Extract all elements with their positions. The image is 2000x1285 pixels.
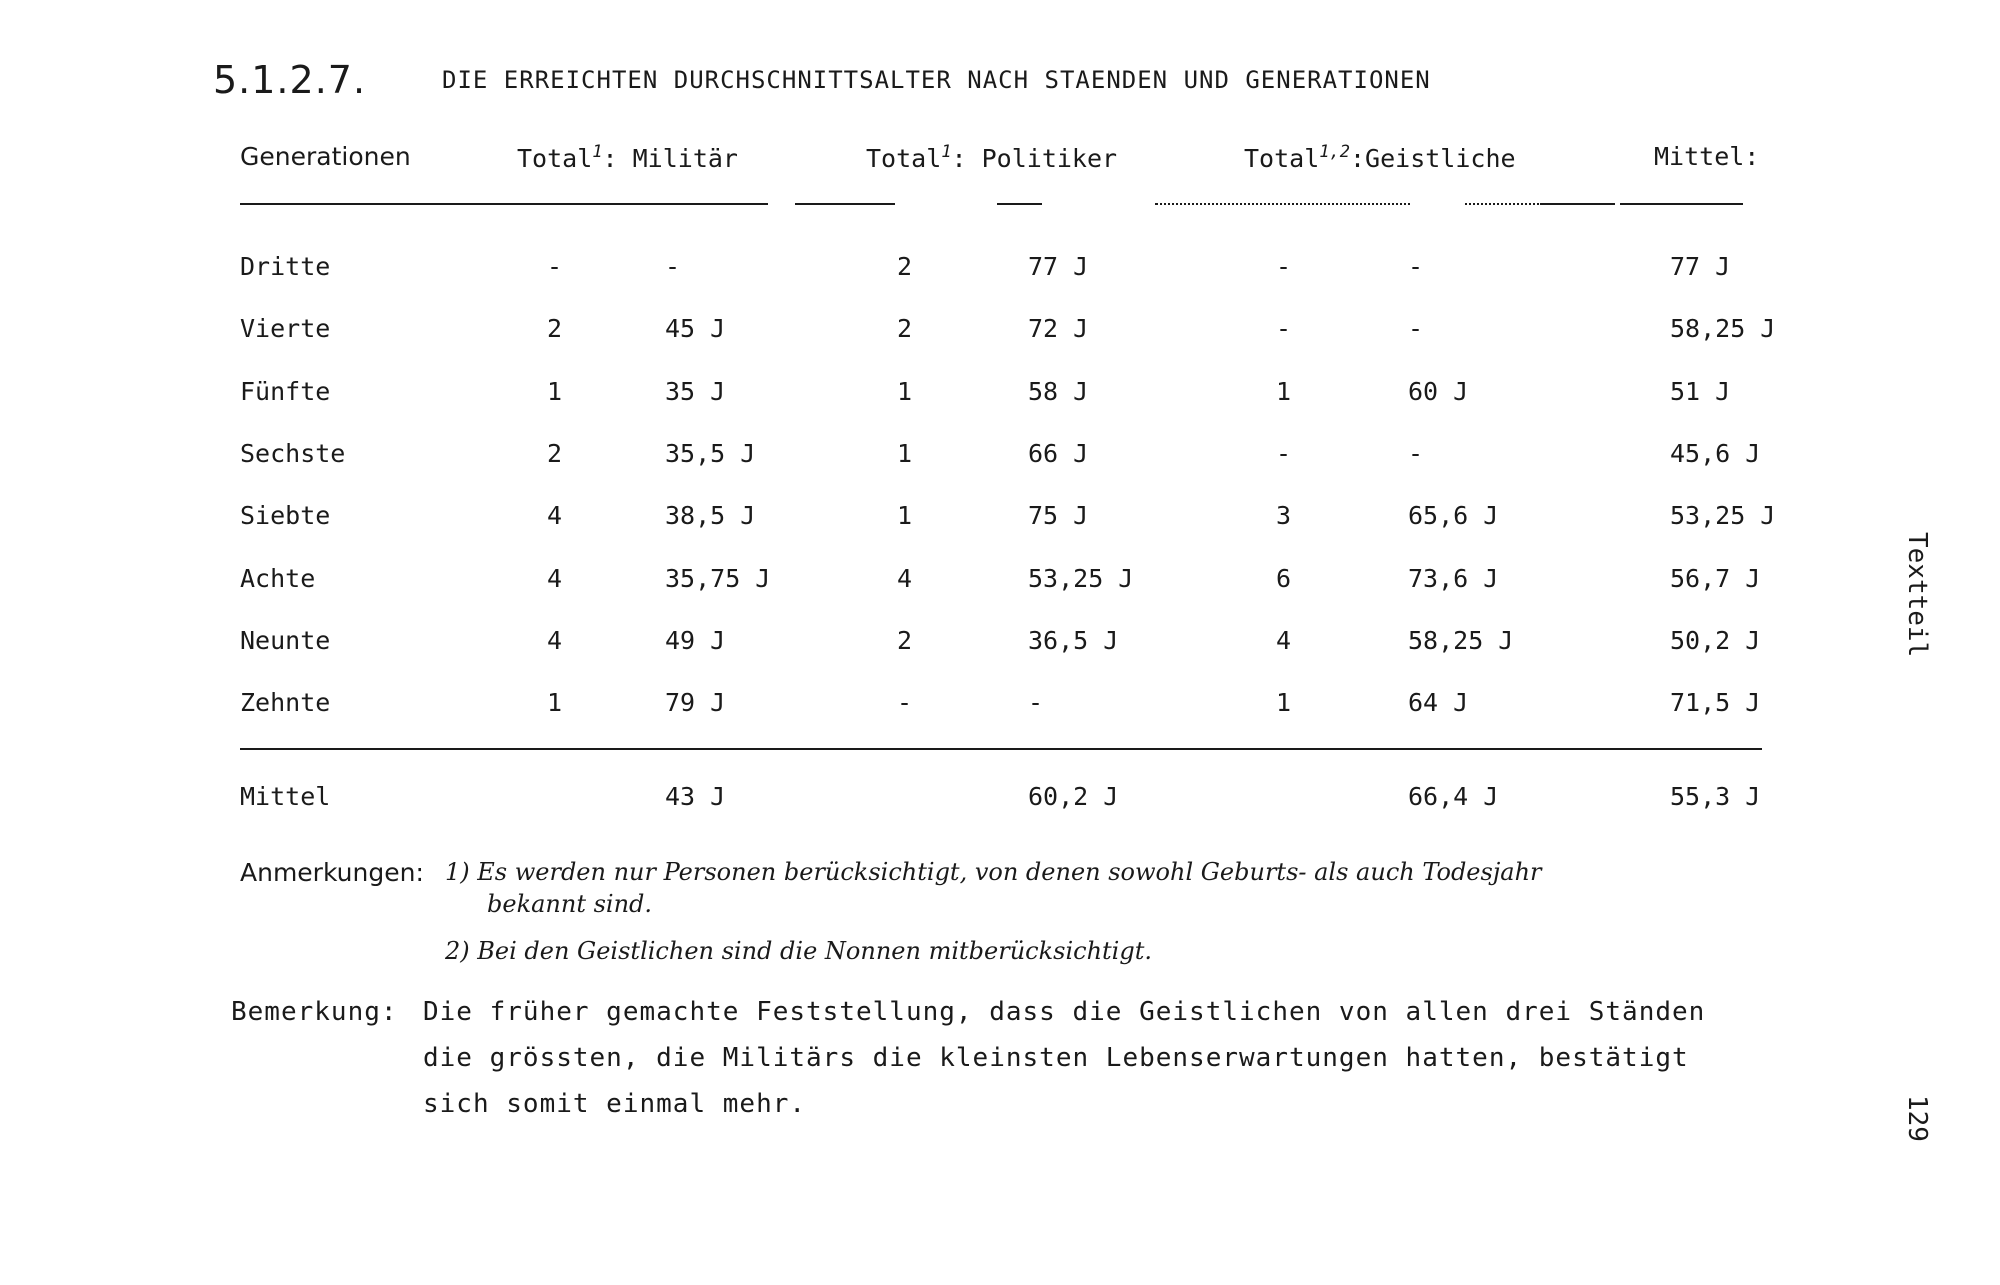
cell-militaer: 35 J <box>665 376 726 406</box>
cell-total-geistliche: 1 <box>1276 376 1292 406</box>
header-rule-7 <box>1540 203 1615 205</box>
section-title: DIE ERREICHTEN DURCHSCHNITTSALTER NACH STAENDEN UND GENERATIONEN <box>442 66 1431 94</box>
cell-total-militaer: 2 <box>547 438 563 468</box>
cell-generation: Achte <box>240 563 316 593</box>
remark-line-3: sich somit einmal mehr. <box>423 1089 807 1119</box>
cell-militaer: 45 J <box>665 314 726 344</box>
cell-total-geistliche: - <box>1276 438 1292 468</box>
cell-mittel: 51 J <box>1670 376 1731 406</box>
cell-militaer: 35,75 J <box>665 563 771 593</box>
header-politiker: : Politiker <box>951 144 1118 173</box>
margin-section-label: Textteil <box>1902 532 1932 658</box>
cell-generation: Neunte <box>240 625 331 655</box>
remark-line-1: Die früher gemachte Feststellung, dass die Geistlichen von allen drei Ständen <box>423 997 1706 1027</box>
footnote-ref-1-2: 1,2 <box>1319 142 1350 162</box>
header-total-geistliche <box>1244 142 1516 173</box>
header-total-politiker-label: Total <box>866 144 942 173</box>
footer-geistliche: 66,4 J <box>1408 782 1499 811</box>
cell-geistliche: 58,25 J <box>1408 625 1514 655</box>
footer-politiker: 60,2 J <box>1028 782 1119 811</box>
cell-generation: Dritte <box>240 252 331 281</box>
footer-label: Mittel <box>240 782 331 811</box>
cell-total-militaer: 4 <box>547 563 563 593</box>
cell-militaer: 79 J <box>665 688 726 718</box>
header-militaer: : Militär <box>602 144 738 173</box>
cell-mittel: 45,6 J <box>1670 438 1761 468</box>
cell-geistliche: 73,6 J <box>1408 563 1499 593</box>
header-rule-4 <box>1155 203 1156 205</box>
cell-total-geistliche: 3 <box>1276 501 1292 531</box>
header-rule-5 <box>1160 203 1410 205</box>
header-geistliche: :Geistliche <box>1349 144 1516 173</box>
remark-label: Bemerkung: <box>231 997 398 1027</box>
cell-total-militaer: - <box>547 252 563 281</box>
header-total-militaer-label: Total <box>517 144 593 173</box>
cell-politiker: 66 J <box>1028 438 1089 468</box>
cell-geistliche: 60 J <box>1408 376 1469 406</box>
footnote-ref-1b: 1 <box>941 142 952 162</box>
cell-total-geistliche: 6 <box>1276 563 1292 593</box>
cell-geistliche: 64 J <box>1408 688 1469 718</box>
cell-militaer: 49 J <box>665 625 726 655</box>
cell-total-politiker: 1 <box>897 438 913 468</box>
cell-total-geistliche: 1 <box>1276 688 1292 718</box>
cell-generation: Vierte <box>240 314 331 344</box>
header-rule-2 <box>795 203 895 205</box>
cell-geistliche: - <box>1408 252 1424 281</box>
note-1-line-2: bekannt sind. <box>487 890 653 918</box>
cell-generation: Siebte <box>240 501 331 531</box>
cell-total-politiker: 2 <box>897 252 913 281</box>
header-rule-1 <box>240 203 768 205</box>
header-total-militaer <box>517 142 738 173</box>
cell-politiker: 77 J <box>1028 252 1089 281</box>
cell-total-politiker: 2 <box>897 314 913 344</box>
cell-politiker: - <box>1028 688 1044 718</box>
cell-militaer: 38,5 J <box>665 501 756 531</box>
cell-militaer: 35,5 J <box>665 438 756 468</box>
page-number: 129 <box>1902 1095 1932 1142</box>
cell-politiker: 36,5 J <box>1028 625 1119 655</box>
cell-total-politiker: 1 <box>897 376 913 406</box>
cell-militaer: - <box>665 252 681 281</box>
cell-politiker: 72 J <box>1028 314 1089 344</box>
cell-total-militaer: 1 <box>547 688 563 718</box>
cell-mittel: 50,2 J <box>1670 625 1761 655</box>
header-mittel: Mittel: <box>1654 142 1760 171</box>
cell-generation: Fünfte <box>240 376 331 406</box>
footer-rule <box>240 748 1762 750</box>
header-total-politiker <box>866 142 1117 173</box>
footer-militaer: 43 J <box>665 782 726 811</box>
header-total-geistliche-label: Total <box>1244 144 1320 173</box>
cell-total-geistliche: - <box>1276 314 1292 344</box>
cell-mittel: 58,25 J <box>1670 314 1776 344</box>
section-number: 5.1.2.7. <box>213 58 367 102</box>
cell-total-militaer: 1 <box>547 376 563 406</box>
cell-total-geistliche: 4 <box>1276 625 1292 655</box>
cell-total-militaer: 4 <box>547 501 563 531</box>
note-2: 2) Bei den Geistlichen sind die Nonnen mitberücksichtigt. <box>445 937 1152 965</box>
cell-politiker: 58 J <box>1028 376 1089 406</box>
cell-mittel: 71,5 J <box>1670 688 1761 718</box>
cell-total-politiker: - <box>897 688 913 718</box>
cell-total-politiker: 4 <box>897 563 913 593</box>
footnote-ref-1: 1 <box>592 142 603 162</box>
cell-politiker: 75 J <box>1028 501 1089 531</box>
cell-geistliche: - <box>1408 314 1424 344</box>
cell-politiker: 53,25 J <box>1028 563 1134 593</box>
header-rule-3 <box>997 203 1042 205</box>
cell-generation: Sechste <box>240 438 346 468</box>
header-rule-8 <box>1620 203 1743 205</box>
cell-mittel: 53,25 J <box>1670 501 1776 531</box>
note-1-line-1: 1) Es werden nur Personen berücksichtigt, von denen sowohl Geburts- als auch Todesjahr <box>445 858 1542 886</box>
cell-geistliche: - <box>1408 438 1424 468</box>
footer-mittel: 55,3 J <box>1670 782 1761 811</box>
cell-total-geistliche: - <box>1276 252 1292 281</box>
remark-line-2: die grössten, die Militärs die kleinsten Lebenserwartungen hatten, bestätigt <box>423 1043 1689 1073</box>
notes-label: Anmerkungen: <box>240 858 424 887</box>
cell-total-politiker: 1 <box>897 501 913 531</box>
cell-total-militaer: 4 <box>547 625 563 655</box>
cell-total-politiker: 2 <box>897 625 913 655</box>
cell-geistliche: 65,6 J <box>1408 501 1499 531</box>
cell-total-militaer: 2 <box>547 314 563 344</box>
cell-mittel: 56,7 J <box>1670 563 1761 593</box>
header-generationen: Generationen <box>240 142 411 171</box>
cell-mittel: 77 J <box>1670 252 1731 281</box>
cell-generation: Zehnte <box>240 688 331 718</box>
